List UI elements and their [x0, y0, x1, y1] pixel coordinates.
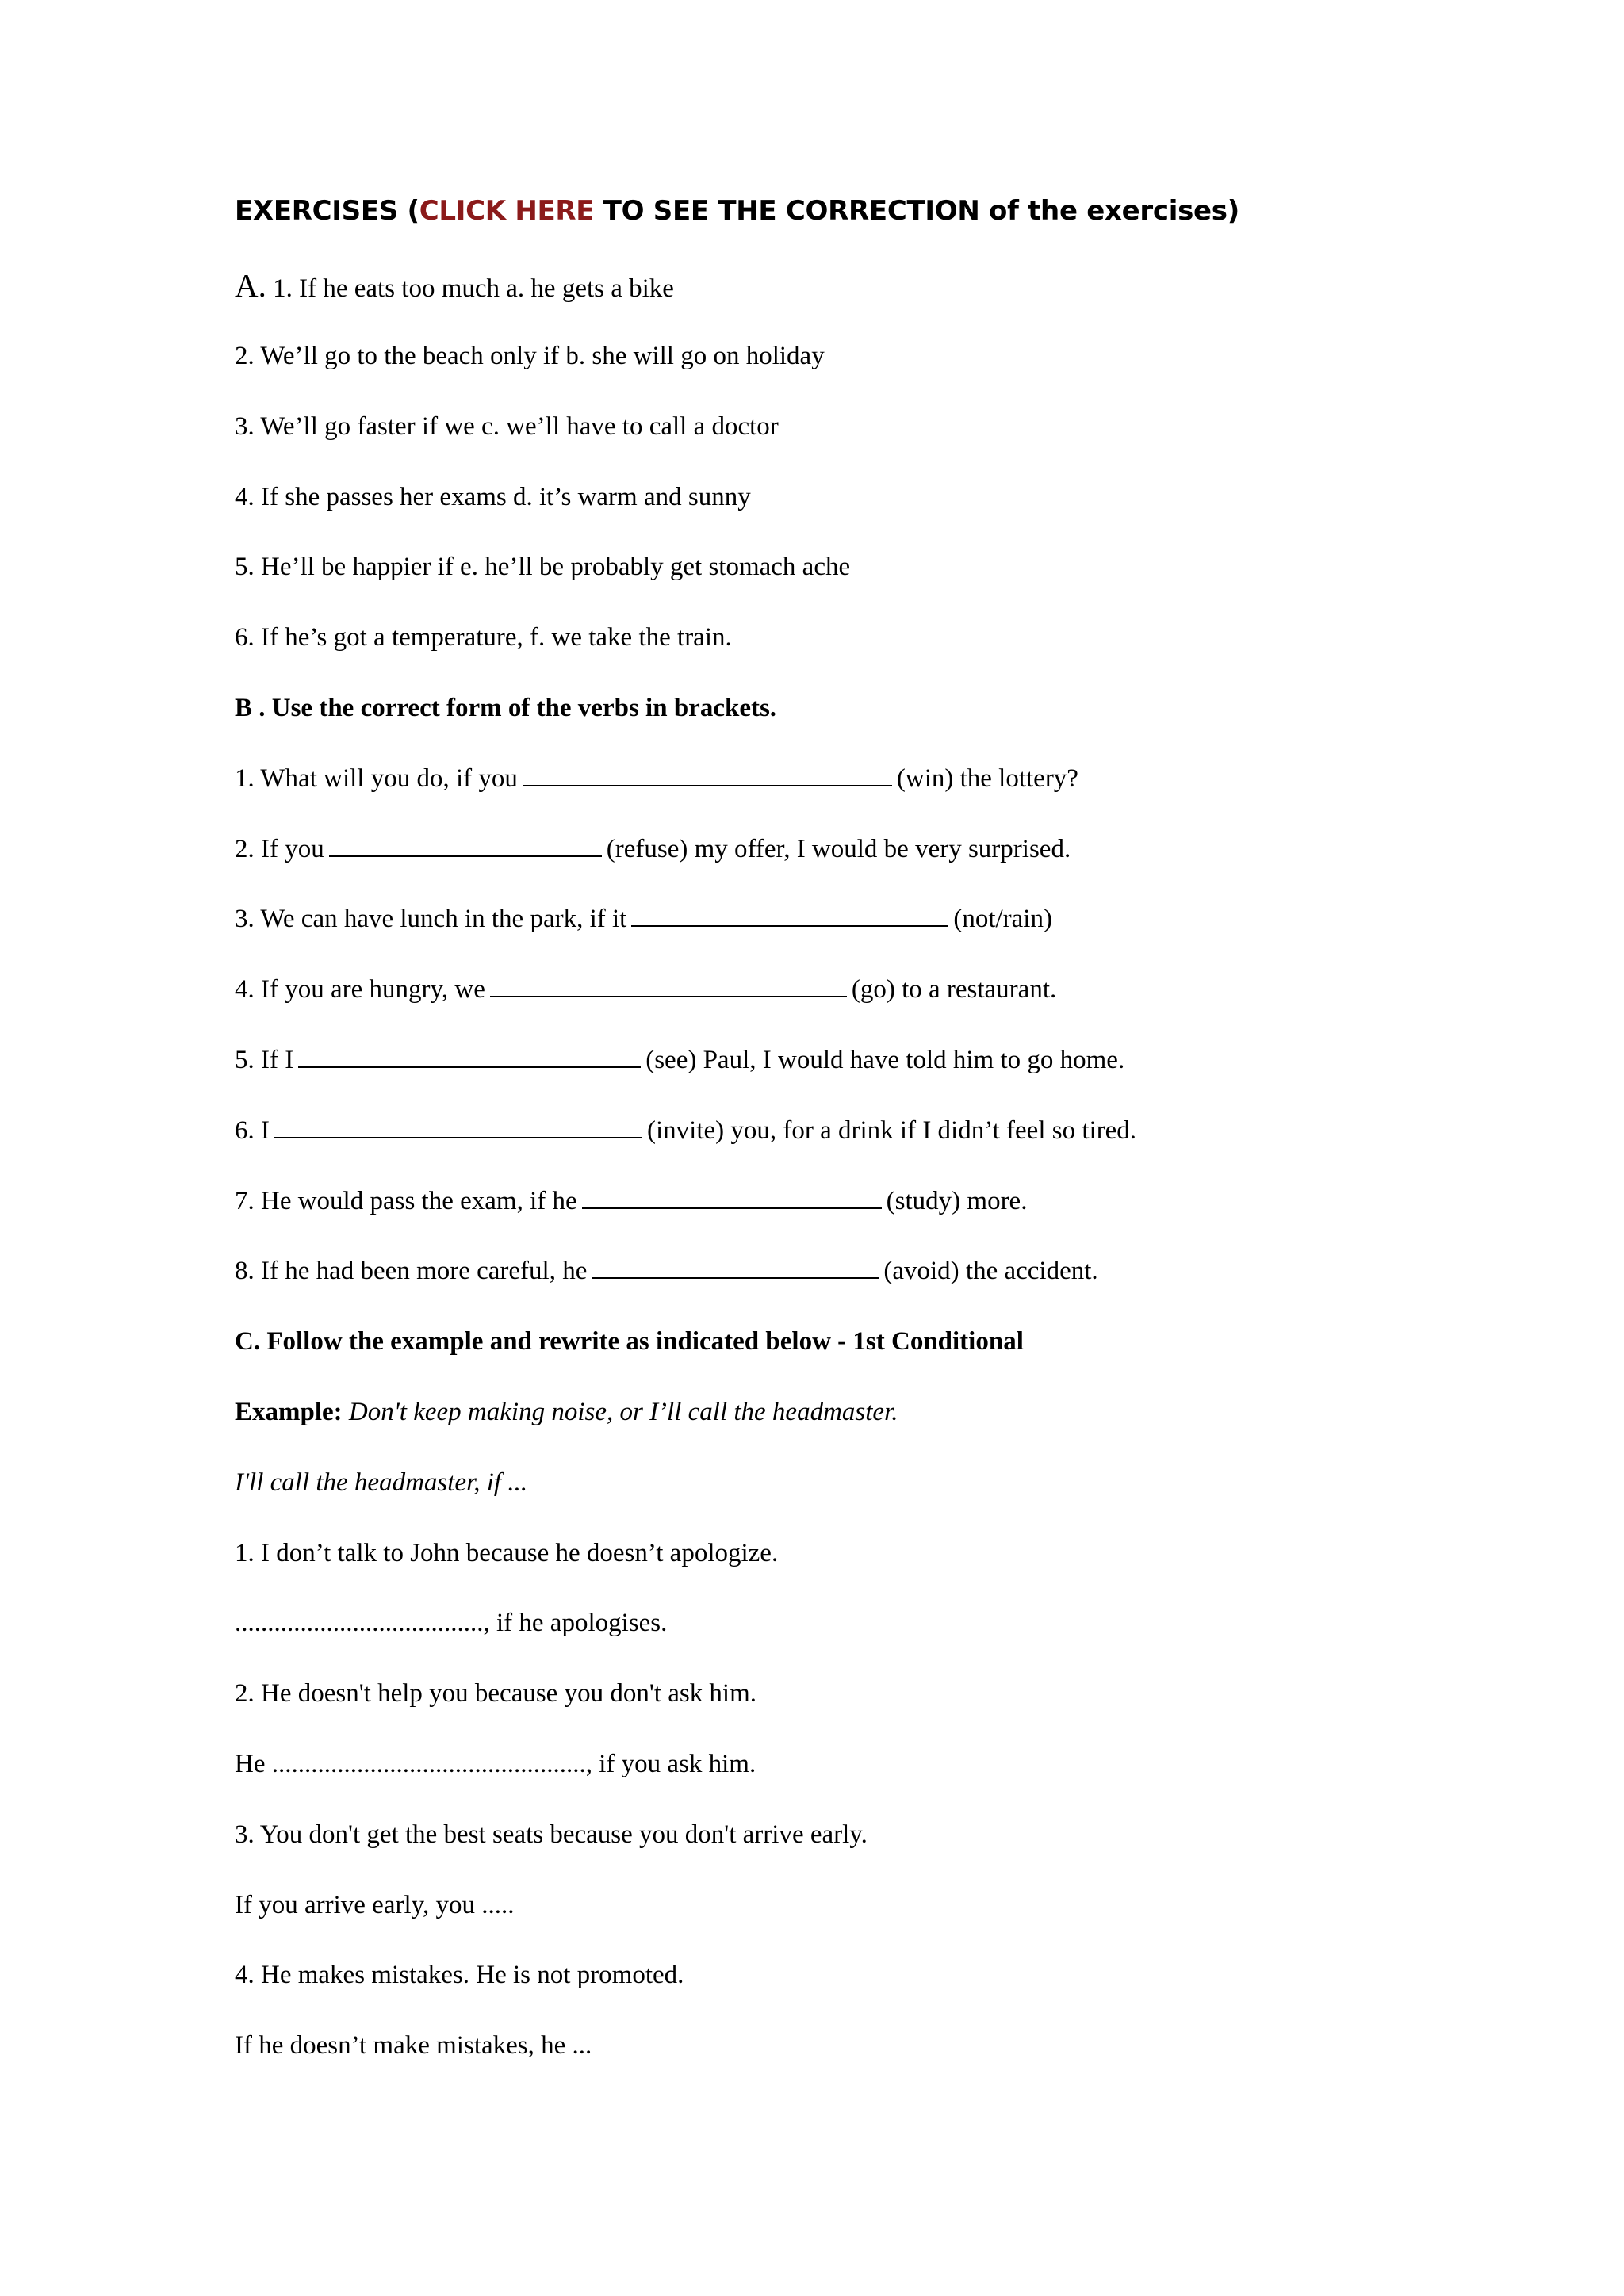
example-text: Don't keep making noise, or I’ll call the headmaster. [342, 1398, 898, 1426]
section-c-title: C. Follow the example and rewrite as indicated below - 1st Conditional [235, 1327, 1024, 1356]
item-after: (go) to a restaurant. [851, 975, 1057, 1004]
heading-suffix: TO SEE THE CORRECTION of the exercises) [594, 195, 1239, 227]
item-after: (avoid) the accident. [883, 1257, 1098, 1285]
section-a-letter: A. [235, 267, 266, 304]
item-before: 1. What will you do, if you [235, 764, 518, 793]
section-b-item-5 [235, 1043, 1124, 1077]
section-b-item-3 [235, 901, 1052, 936]
item-after: (refuse) my offer, I would be very surprised. [606, 835, 1071, 863]
section-a-item-3: 3. We’ll go faster if we c. we’ll have to call a doctor [235, 412, 779, 441]
answer-blank[interactable] [592, 1253, 879, 1279]
answer-blank[interactable] [274, 1113, 642, 1138]
answer-blank[interactable] [329, 832, 602, 857]
section-a-item-6: 6. If he’s got a temperature, f. we take the train. [235, 623, 732, 652]
section-a-item-text: 1. If he eats too much a. he gets a bike [266, 274, 674, 303]
section-c-line-8: If he doesn’t make mistakes, he ... [235, 2031, 592, 2060]
answer-blank[interactable] [631, 901, 948, 927]
item-before: 2. If you [235, 835, 324, 863]
answer-blank[interactable] [490, 972, 847, 997]
section-b-item-2 [235, 832, 1071, 867]
section-c-line-6: If you arrive early, you ..... [235, 1891, 515, 1919]
answer-blank[interactable] [523, 761, 892, 786]
section-c-example [235, 1395, 898, 1429]
exercises-heading [235, 193, 1239, 228]
item-after: (invite) you, for a drink if I didn’t feel so tired. [647, 1116, 1137, 1145]
section-b-item-7 [235, 1184, 1027, 1219]
item-before: 6. I [235, 1116, 270, 1145]
heading-prefix: EXERCISES ( [235, 195, 419, 227]
correction-link[interactable]: CLICK HERE [419, 195, 595, 227]
section-a-item-5: 5. He’ll be happier if e. he’ll be probably get stomach ache [235, 553, 851, 581]
section-c-line-3: 2. He doesn't help you because you don't ask him. [235, 1679, 757, 1708]
answer-blank[interactable] [298, 1043, 641, 1068]
section-a-item-4: 4. If she passes her exams d. it’s warm and sunny [235, 483, 751, 511]
section-c-line-4: He ................................................, if you ask him. [235, 1750, 756, 1778]
example-label: Example: [235, 1398, 343, 1426]
section-b-item-4 [235, 972, 1056, 1007]
section-c-line-1: 1. I don’t talk to John because he doesn’t apologize. [235, 1539, 779, 1567]
section-a-item-1 [235, 268, 674, 306]
section-b-title: B . Use the correct form of the verbs in brackets. [235, 694, 777, 722]
item-before: 7. He would pass the exam, if he [235, 1187, 577, 1215]
section-c-example-rewrite: I'll call the headmaster, if ... [235, 1468, 528, 1497]
item-after: (see) Paul, I would have told him to go home. [645, 1046, 1125, 1074]
item-before: 8. If he had been more careful, he [235, 1257, 588, 1285]
section-b-item-1 [235, 761, 1078, 796]
section-b-item-8 [235, 1253, 1098, 1288]
section-a-item-2: 2. We’ll go to the beach only if b. she will go on holiday [235, 342, 825, 370]
item-before: 5. If I [235, 1046, 294, 1074]
item-before: 3. We can have lunch in the park, if it [235, 905, 627, 933]
item-after: (study) more. [886, 1187, 1028, 1215]
answer-blank[interactable] [582, 1184, 882, 1209]
section-c-line-5: 3. You don't get the best seats because you don't arrive early. [235, 1820, 868, 1849]
item-after: (win) the lottery? [896, 764, 1078, 793]
item-before: 4. If you are hungry, we [235, 975, 485, 1004]
section-c-line-2: ......................................, if he apologises. [235, 1609, 668, 1637]
item-after: (not/rain) [953, 905, 1052, 933]
section-b-item-6 [235, 1113, 1136, 1148]
section-c-line-7: 4. He makes mistakes. He is not promoted. [235, 1961, 684, 1989]
